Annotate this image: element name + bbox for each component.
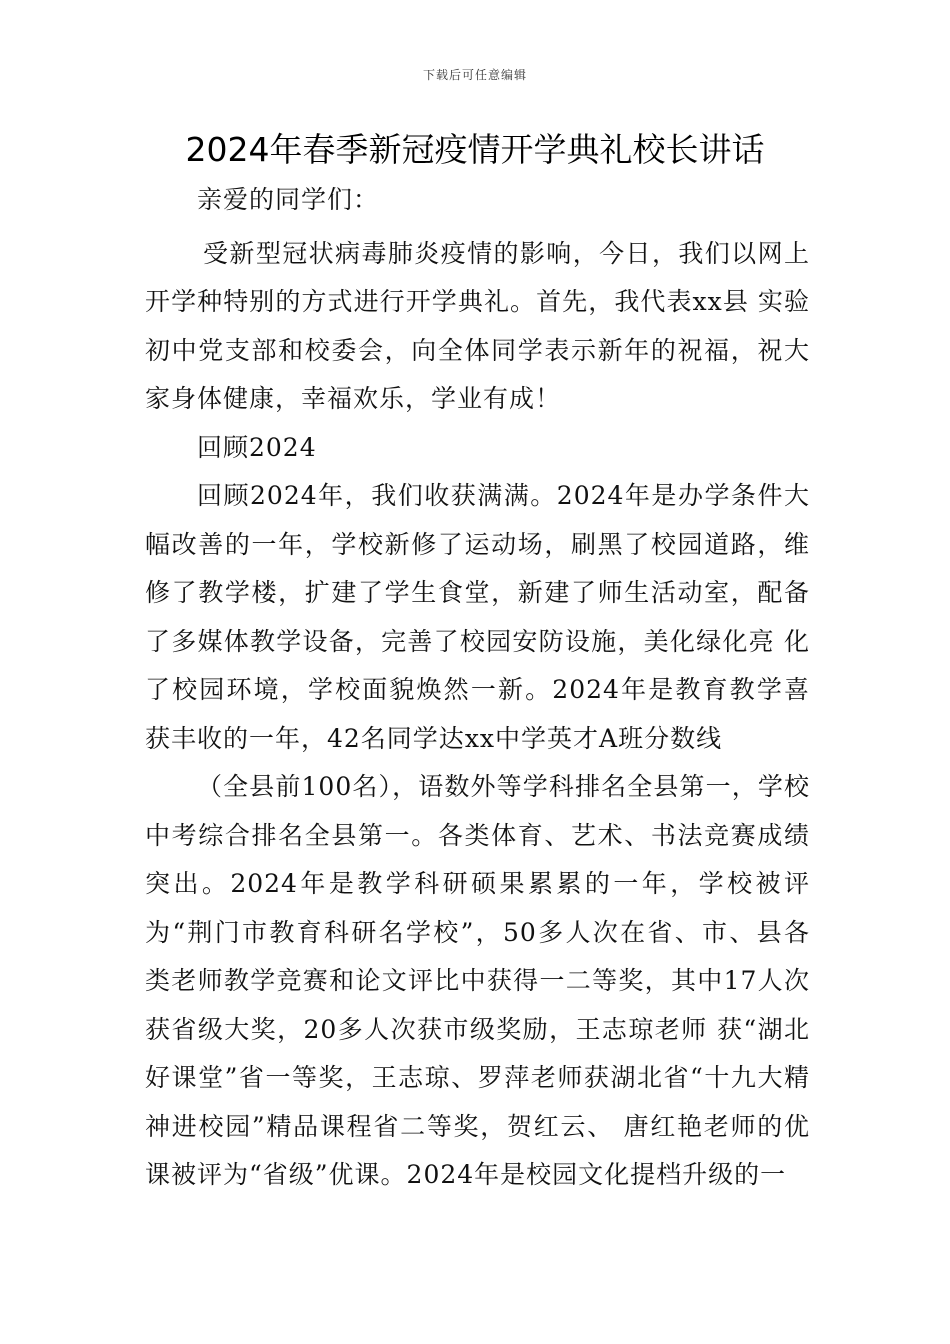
paragraph-achievements: （全县前100名），语数外等学科排名全县第一，学校中考综合排名全县第一。各类体育、艺术、书法竞赛成绩突出。2024年是教学科研硕果累累的一年，学校被评为“荆门市教育科研名学校”，50多人次在省、市、县各 类老师教学竞赛和论文评比中获得一二等奖，其中17人次获省级大奖，20多人次获市级奖励，王志琼老师 获“湖北好课堂”省一等奖，王志琼、罗萍老师获湖北省“十九大精神进校园”精品课程省二等奖，贺红云、 唐红艳老师的优课被评为“省级”优课。2024年是校园文化提档升级的一 bbox=[145, 772, 810, 1189]
paragraph-intro: 受新型冠状病毒肺炎疫情的影响，今日，我们以网上开学种特别的方式进行开学典礼。首先，我代表xx县 实验初中党支部和校委会，向全体同学表示新年的祝福，祝大家身体健康，幸福欢乐，学业有成！ bbox=[145, 238, 810, 413]
paragraph-review: 回顾2024年，我们收获满满。2024年是办学条件大幅改善的一年，学校新修了运动场，刷黑了校园道路，维修了教学楼，扩建了学生食堂，新建了师生活动室，配备了多媒体教学设备，完善了校园安防设施，美化绿化亮 化了校园环境，学校面貌焕然一新。2024年是教育教学喜获丰收的一年，42名同学达xx中学英才A班分数线 bbox=[145, 481, 810, 753]
document-body bbox=[145, 176, 810, 1200]
header-note: 下载后可任意编辑 bbox=[422, 68, 527, 82]
document-title: 2024年春季新冠疫情开学典礼校长讲话 bbox=[185, 130, 765, 169]
greeting: 亲爱的同学们： bbox=[197, 185, 380, 214]
section-heading: 回顾2024 bbox=[197, 432, 317, 462]
